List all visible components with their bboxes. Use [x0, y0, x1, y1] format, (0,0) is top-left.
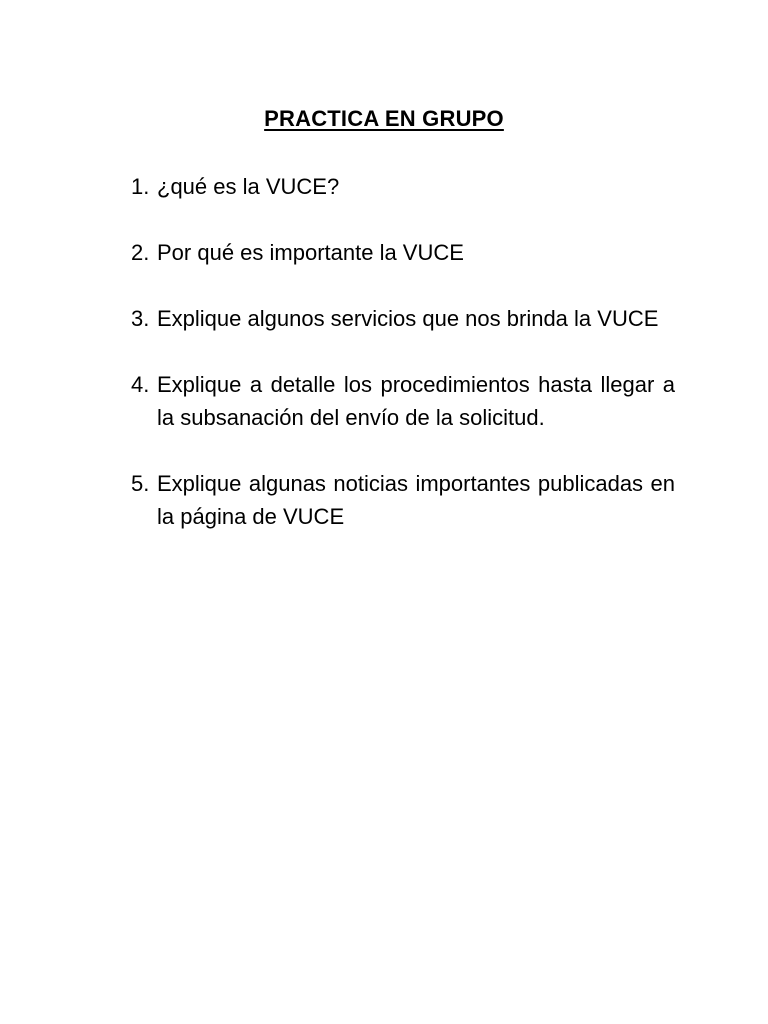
list-item: [131, 170, 675, 203]
list-item: [131, 302, 675, 335]
question-text: Explique a detalle los procedimientos hasta llegar a la subsanación del envío de la solicitud.: [157, 372, 675, 430]
question-number: 5.: [131, 471, 150, 496]
list-item: [131, 368, 675, 434]
question-list: [131, 170, 675, 566]
question-number: 2.: [131, 240, 150, 265]
question-number: 1.: [131, 174, 150, 199]
question-number: 3.: [131, 306, 150, 331]
question-text: ¿qué es la VUCE?: [157, 174, 340, 199]
list-item: [131, 467, 675, 533]
question-text: Explique algunos servicios que nos brinda la VUCE: [157, 306, 659, 331]
question-text: Explique algunas noticias importantes publicadas en la página de VUCE: [157, 471, 675, 529]
question-text: Por qué es importante la VUCE: [157, 240, 464, 265]
list-item: [131, 236, 675, 269]
question-number: 4.: [131, 372, 150, 397]
page-title: PRACTICA EN GRUPO: [264, 106, 504, 131]
